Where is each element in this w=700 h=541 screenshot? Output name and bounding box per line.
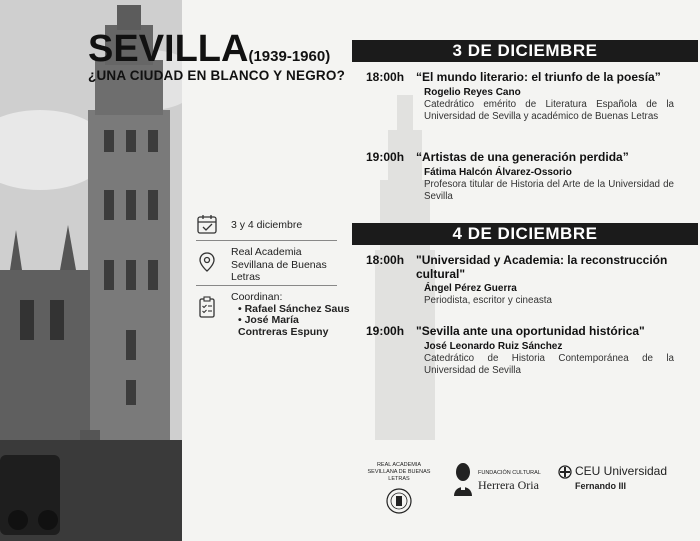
academia-seal-icon xyxy=(385,487,413,515)
talk-title: “El mundo literario: el triunfo de la poesía” xyxy=(416,70,661,84)
dates-text: 3 y 4 diciembre xyxy=(231,219,303,231)
talk-speaker: Rogelio Reyes Cano xyxy=(424,87,521,98)
coordinator-name: Rafael Sánchez Saus xyxy=(244,302,350,315)
talk-time: 19:00h xyxy=(366,324,405,338)
page-title: SEVILLA xyxy=(88,28,249,70)
fundacion-name: Herrera Oria xyxy=(478,478,539,492)
location-pin-icon xyxy=(196,251,218,273)
talk-title: "Universidad y Academia: la reconstrucción cultural" xyxy=(416,253,668,281)
academia-logo xyxy=(362,462,436,518)
ceu-cross-icon xyxy=(558,465,572,479)
coordinator-name: José María Contreras Espuny xyxy=(238,314,329,338)
talk-time: 19:00h xyxy=(366,150,405,164)
talk-description: Catedrático emérito de Literatura Española de la Universidad de Sevilla y académico de Buenas Letras xyxy=(424,99,674,123)
fundacion-portrait-icon xyxy=(452,462,474,496)
coordinators-label: Coordinan: xyxy=(231,291,283,303)
ceu-subtitle: Fernando III xyxy=(575,481,627,491)
talk-time: 18:00h xyxy=(366,70,405,84)
fundacion-label: FUNDACIÓN CULTURAL xyxy=(478,470,541,476)
coordinator-item: • Rafael Sánchez Saus xyxy=(238,302,350,315)
day-header: 4 DE DICIEMBRE xyxy=(352,223,698,245)
talk-description: Catedrático de Historia Contemporánea de la Universidad de Sevilla xyxy=(424,353,674,377)
calendar-icon xyxy=(196,213,218,235)
talk-speaker: Ángel Pérez Guerra xyxy=(424,283,517,294)
divider xyxy=(196,285,337,286)
talk-time: 18:00h xyxy=(366,253,405,267)
talk-description: Profesora titular de Historia del Arte de la Universidad de Sevilla xyxy=(424,179,674,203)
divider xyxy=(196,240,337,241)
event-title-block xyxy=(88,30,345,83)
talk-description: Periodista, escritor y cineasta xyxy=(424,295,552,306)
coordinators-block xyxy=(231,292,351,338)
talk-title: "Sevilla ante una oportunidad histórica" xyxy=(416,324,645,338)
talk-speaker: José Leonardo Ruiz Sánchez xyxy=(424,341,563,352)
title-years: (1939-1960) xyxy=(248,48,331,65)
coordinator-item: • José María Contreras Espuny xyxy=(238,314,329,338)
academia-logo-text: REAL ACADEMIA SEVILLANA DE BUENAS LETRAS xyxy=(367,462,431,482)
page-subtitle: ¿UNA CIUDAD EN BLANCO Y NEGRO? xyxy=(88,68,346,83)
talk-title: “Artistas de una generación perdida” xyxy=(416,150,629,164)
venue-text: Real Academia Sevillana de Buenas Letras xyxy=(231,246,327,283)
clipboard-checklist-icon xyxy=(196,296,218,318)
ceu-name: CEU Universidad xyxy=(575,464,668,478)
day-header: 3 DE DICIEMBRE xyxy=(352,40,698,62)
talk-speaker: Fátima Halcón Álvarez-Ossorio xyxy=(424,167,572,178)
